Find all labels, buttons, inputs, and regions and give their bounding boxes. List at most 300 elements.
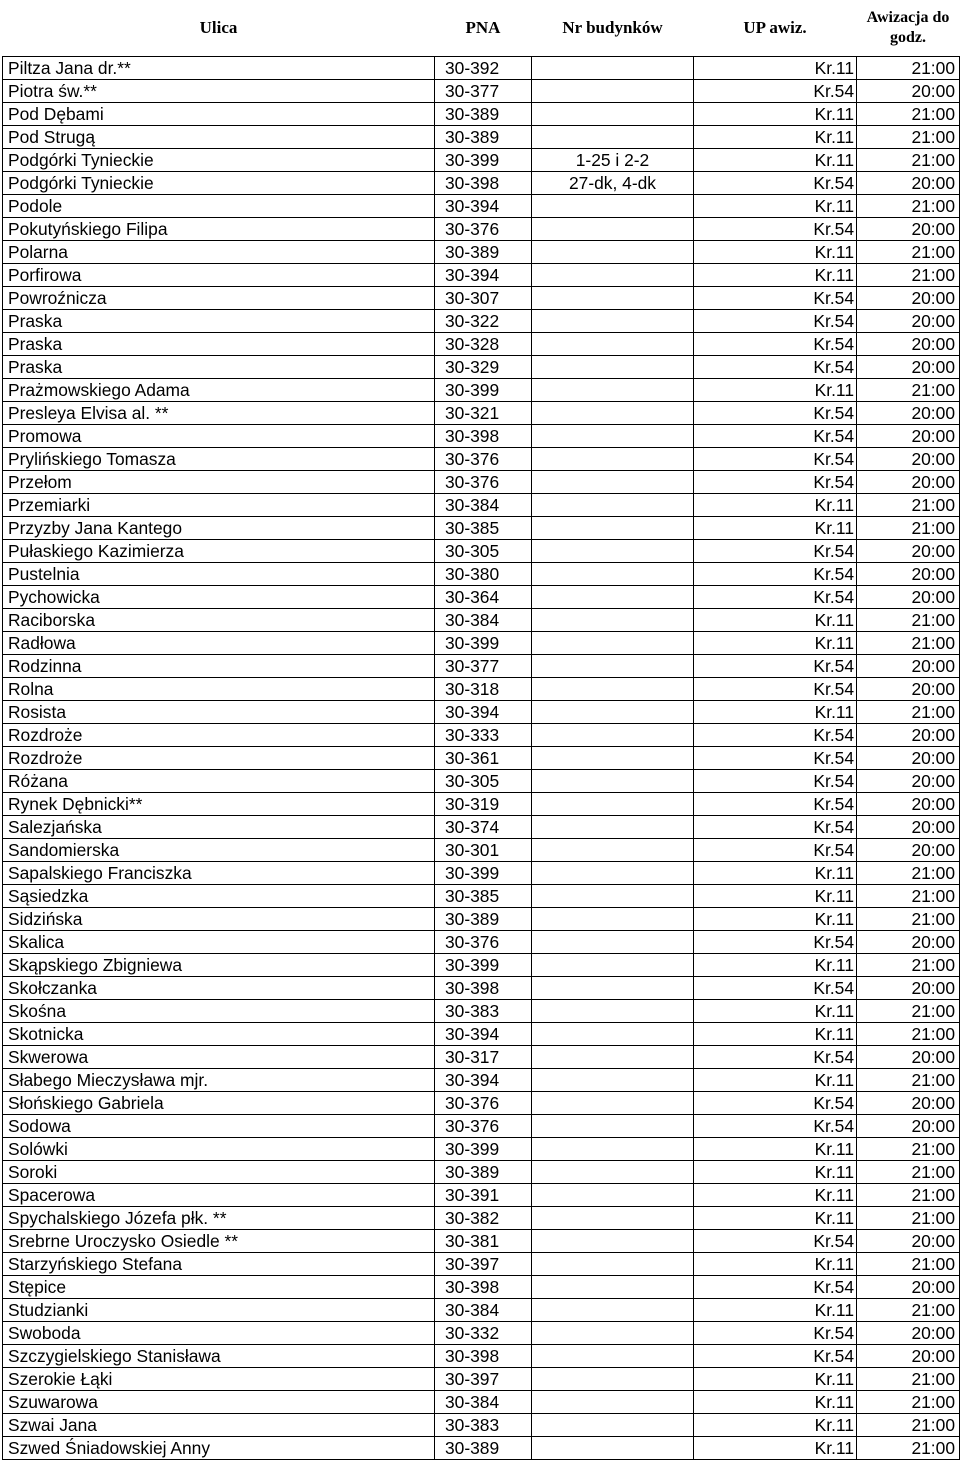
table-row: [3, 126, 960, 149]
cell-street: Pułaskiego Kazimierza: [3, 540, 435, 563]
cell-building-numbers: [532, 1368, 694, 1391]
cell-street: Porfirowa: [3, 264, 435, 287]
cell-building-numbers: [532, 264, 694, 287]
cell-notice-time: 21:00: [857, 195, 960, 218]
cell-pna: 30-381: [435, 1230, 532, 1253]
cell-notice-time: 21:00: [857, 494, 960, 517]
table-row: [3, 839, 960, 862]
table-row: [3, 885, 960, 908]
cell-post-office: Kr.54: [694, 425, 857, 448]
cell-post-office: Kr.11: [694, 517, 857, 540]
table-row: [3, 494, 960, 517]
cell-post-office: Kr.11: [694, 195, 857, 218]
cell-post-office: Kr.11: [694, 1161, 857, 1184]
cell-notice-time: 20:00: [857, 356, 960, 379]
cell-pna: 30-398: [435, 172, 532, 195]
cell-post-office: Kr.11: [694, 1391, 857, 1414]
cell-post-office: Kr.54: [694, 1345, 857, 1368]
table-row: [3, 1069, 960, 1092]
cell-notice-time: 20:00: [857, 1046, 960, 1069]
cell-building-numbers: [532, 678, 694, 701]
cell-notice-time: 20:00: [857, 655, 960, 678]
cell-pna: 30-394: [435, 195, 532, 218]
cell-post-office: Kr.54: [694, 747, 857, 770]
cell-building-numbers: [532, 793, 694, 816]
table-row: [3, 149, 960, 172]
cell-building-numbers: [532, 609, 694, 632]
cell-post-office: Kr.11: [694, 1000, 857, 1023]
cell-street: Pod Strugą: [3, 126, 435, 149]
cell-building-numbers: [532, 586, 694, 609]
cell-street: Soroki: [3, 1161, 435, 1184]
cell-notice-time: 20:00: [857, 448, 960, 471]
cell-building-numbers: [532, 931, 694, 954]
cell-street: Szwai Jana: [3, 1414, 435, 1437]
cell-street: Powroźnicza: [3, 287, 435, 310]
cell-post-office: Kr.54: [694, 816, 857, 839]
cell-post-office: Kr.54: [694, 1046, 857, 1069]
cell-notice-time: 20:00: [857, 172, 960, 195]
cell-building-numbers: [532, 770, 694, 793]
cell-pna: 30-305: [435, 540, 532, 563]
cell-notice-time: 20:00: [857, 287, 960, 310]
cell-notice-time: 21:00: [857, 862, 960, 885]
table-row: [3, 678, 960, 701]
cell-pna: 30-398: [435, 1345, 532, 1368]
cell-street: Starzyńskiego Stefana: [3, 1253, 435, 1276]
cell-notice-time: 20:00: [857, 793, 960, 816]
table-row: [3, 471, 960, 494]
cell-post-office: Kr.11: [694, 264, 857, 287]
cell-building-numbers: [532, 632, 694, 655]
cell-street: Podgórki Tynieckie: [3, 172, 435, 195]
cell-post-office: Kr.11: [694, 632, 857, 655]
cell-pna: 30-389: [435, 241, 532, 264]
cell-pna: 30-380: [435, 563, 532, 586]
cell-notice-time: 20:00: [857, 333, 960, 356]
cell-street: Praska: [3, 356, 435, 379]
cell-post-office: Kr.11: [694, 1069, 857, 1092]
cell-building-numbers: 27-dk, 4-dk: [532, 172, 694, 195]
cell-post-office: Kr.11: [694, 494, 857, 517]
cell-post-office: Kr.11: [694, 379, 857, 402]
cell-street: Słońskiego Gabriela: [3, 1092, 435, 1115]
table-row: [3, 1299, 960, 1322]
table-row: [3, 1391, 960, 1414]
cell-building-numbers: [532, 655, 694, 678]
cell-building-numbers: [532, 1138, 694, 1161]
cell-post-office: Kr.11: [694, 149, 857, 172]
cell-post-office: Kr.54: [694, 356, 857, 379]
table-row: [3, 1253, 960, 1276]
cell-building-numbers: [532, 1161, 694, 1184]
cell-pna: 30-394: [435, 1069, 532, 1092]
table-row: [3, 402, 960, 425]
cell-notice-time: 20:00: [857, 563, 960, 586]
cell-notice-time: 21:00: [857, 1253, 960, 1276]
cell-street: Rolna: [3, 678, 435, 701]
cell-pna: 30-392: [435, 57, 532, 80]
cell-building-numbers: [532, 701, 694, 724]
cell-building-numbers: [532, 1299, 694, 1322]
cell-street: Salezjańska: [3, 816, 435, 839]
cell-notice-time: 20:00: [857, 977, 960, 1000]
cell-building-numbers: [532, 126, 694, 149]
cell-pna: 30-399: [435, 149, 532, 172]
cell-post-office: Kr.54: [694, 471, 857, 494]
cell-building-numbers: [532, 563, 694, 586]
cell-street: Przemiarki: [3, 494, 435, 517]
cell-building-numbers: [532, 1207, 694, 1230]
cell-notice-time: 21:00: [857, 1161, 960, 1184]
cell-pna: 30-364: [435, 586, 532, 609]
cell-post-office: Kr.11: [694, 1023, 857, 1046]
cell-post-office: Kr.11: [694, 1368, 857, 1391]
cell-pna: 30-399: [435, 862, 532, 885]
cell-street: Szerokie Łąki: [3, 1368, 435, 1391]
cell-notice-time: 21:00: [857, 126, 960, 149]
cell-pna: 30-397: [435, 1368, 532, 1391]
cell-street: Szczygielskiego Stanisława: [3, 1345, 435, 1368]
cell-notice-time: 20:00: [857, 540, 960, 563]
cell-notice-time: 20:00: [857, 839, 960, 862]
cell-building-numbers: [532, 816, 694, 839]
cell-post-office: Kr.11: [694, 1299, 857, 1322]
cell-building-numbers: [532, 57, 694, 80]
cell-building-numbers: [532, 747, 694, 770]
cell-notice-time: 21:00: [857, 149, 960, 172]
cell-post-office: Kr.11: [694, 1138, 857, 1161]
cell-building-numbers: [532, 310, 694, 333]
cell-building-numbers: [532, 1414, 694, 1437]
cell-building-numbers: [532, 908, 694, 931]
cell-notice-time: 20:00: [857, 80, 960, 103]
cell-building-numbers: [532, 103, 694, 126]
cell-building-numbers: [532, 540, 694, 563]
cell-pna: 30-382: [435, 1207, 532, 1230]
cell-street: Stępice: [3, 1276, 435, 1299]
cell-notice-time: 21:00: [857, 609, 960, 632]
cell-street: Szwed Śniadowskiej Anny: [3, 1437, 435, 1460]
cell-pna: 30-391: [435, 1184, 532, 1207]
cell-building-numbers: [532, 218, 694, 241]
table-row: [3, 379, 960, 402]
cell-building-numbers: [532, 80, 694, 103]
cell-building-numbers: [532, 1046, 694, 1069]
cell-pna: 30-398: [435, 1276, 532, 1299]
cell-notice-time: 20:00: [857, 1276, 960, 1299]
cell-building-numbers: [532, 724, 694, 747]
cell-street: Piotra św.**: [3, 80, 435, 103]
cell-pna: 30-384: [435, 609, 532, 632]
cell-building-numbers: [532, 1092, 694, 1115]
cell-post-office: Kr.11: [694, 241, 857, 264]
table-body: [3, 57, 960, 1460]
table-row: [3, 701, 960, 724]
table-row: [3, 908, 960, 931]
cell-notice-time: 21:00: [857, 1368, 960, 1391]
cell-post-office: Kr.54: [694, 172, 857, 195]
cell-notice-time: 20:00: [857, 425, 960, 448]
cell-notice-time: 21:00: [857, 954, 960, 977]
cell-post-office: Kr.11: [694, 609, 857, 632]
cell-pna: 30-385: [435, 517, 532, 540]
cell-notice-time: 21:00: [857, 264, 960, 287]
cell-street: Praska: [3, 333, 435, 356]
header-building-numbers: Nr budynków: [562, 18, 663, 37]
table-row: [3, 655, 960, 678]
cell-pna: 30-394: [435, 264, 532, 287]
cell-notice-time: 21:00: [857, 701, 960, 724]
cell-building-numbers: [532, 1345, 694, 1368]
cell-pna: 30-307: [435, 287, 532, 310]
cell-building-numbers: [532, 1276, 694, 1299]
cell-pna: 30-322: [435, 310, 532, 333]
cell-street: Rozdroże: [3, 724, 435, 747]
table-row: [3, 1184, 960, 1207]
cell-street: Rodzinna: [3, 655, 435, 678]
cell-post-office: Kr.54: [694, 448, 857, 471]
table-row: [3, 862, 960, 885]
table-row: [3, 425, 960, 448]
cell-notice-time: 20:00: [857, 724, 960, 747]
cell-notice-time: 21:00: [857, 908, 960, 931]
cell-pna: 30-301: [435, 839, 532, 862]
table-row: [3, 287, 960, 310]
table-row: [3, 1230, 960, 1253]
cell-street: Promowa: [3, 425, 435, 448]
cell-post-office: Kr.54: [694, 586, 857, 609]
cell-street: Pychowicka: [3, 586, 435, 609]
cell-street: Rynek Dębnicki**: [3, 793, 435, 816]
table-row: [3, 80, 960, 103]
cell-post-office: Kr.54: [694, 333, 857, 356]
cell-building-numbers: [532, 1184, 694, 1207]
cell-pna: 30-321: [435, 402, 532, 425]
cell-street: Skąpskiego Zbigniewa: [3, 954, 435, 977]
cell-notice-time: 21:00: [857, 1391, 960, 1414]
cell-street: Słabego Mieczysława mjr.: [3, 1069, 435, 1092]
cell-post-office: Kr.54: [694, 770, 857, 793]
cell-notice-time: 20:00: [857, 1230, 960, 1253]
cell-building-numbers: [532, 494, 694, 517]
cell-building-numbers: [532, 885, 694, 908]
cell-post-office: Kr.54: [694, 218, 857, 241]
cell-street: Presleya Elvisa al. **: [3, 402, 435, 425]
table-row: [3, 172, 960, 195]
cell-pna: 30-394: [435, 1023, 532, 1046]
cell-pna: 30-319: [435, 793, 532, 816]
cell-pna: 30-389: [435, 908, 532, 931]
table-row: [3, 1437, 960, 1460]
cell-street: Raciborska: [3, 609, 435, 632]
cell-street: Piltza Jana dr.**: [3, 57, 435, 80]
cell-street: Prylińskiego Tomasza: [3, 448, 435, 471]
table-row: [3, 1000, 960, 1023]
cell-pna: 30-399: [435, 379, 532, 402]
cell-post-office: Kr.54: [694, 1230, 857, 1253]
cell-pna: 30-376: [435, 471, 532, 494]
table-row: [3, 1092, 960, 1115]
cell-pna: 30-399: [435, 1138, 532, 1161]
cell-building-numbers: [532, 333, 694, 356]
cell-post-office: Kr.11: [694, 885, 857, 908]
cell-pna: 30-361: [435, 747, 532, 770]
cell-pna: 30-399: [435, 632, 532, 655]
cell-post-office: Kr.11: [694, 908, 857, 931]
cell-street: Skotnicka: [3, 1023, 435, 1046]
cell-street: Podgórki Tynieckie: [3, 149, 435, 172]
cell-notice-time: 20:00: [857, 678, 960, 701]
cell-post-office: Kr.54: [694, 80, 857, 103]
cell-post-office: Kr.54: [694, 540, 857, 563]
cell-street: Skołczanka: [3, 977, 435, 1000]
cell-notice-time: 21:00: [857, 241, 960, 264]
cell-building-numbers: [532, 1437, 694, 1460]
table-row: [3, 1368, 960, 1391]
table-row: [3, 310, 960, 333]
cell-notice-time: 21:00: [857, 379, 960, 402]
cell-building-numbers: [532, 402, 694, 425]
cell-notice-time: 20:00: [857, 770, 960, 793]
cell-pna: 30-318: [435, 678, 532, 701]
cell-pna: 30-376: [435, 931, 532, 954]
cell-post-office: Kr.11: [694, 1207, 857, 1230]
cell-street: Różana: [3, 770, 435, 793]
table-row: [3, 1138, 960, 1161]
cell-notice-time: 21:00: [857, 1184, 960, 1207]
cell-building-numbers: [532, 195, 694, 218]
cell-post-office: Kr.11: [694, 862, 857, 885]
table-row: [3, 57, 960, 80]
cell-pna: 30-383: [435, 1414, 532, 1437]
cell-pna: 30-383: [435, 1000, 532, 1023]
cell-pna: 30-389: [435, 126, 532, 149]
cell-notice-time: 21:00: [857, 1000, 960, 1023]
cell-notice-time: 20:00: [857, 1322, 960, 1345]
table-row: [3, 517, 960, 540]
table-row: [3, 816, 960, 839]
street-table: [2, 0, 960, 1460]
cell-street: Pod Dębami: [3, 103, 435, 126]
table-row: [3, 747, 960, 770]
cell-street: Sodowa: [3, 1115, 435, 1138]
table-row: [3, 540, 960, 563]
cell-notice-time: 21:00: [857, 57, 960, 80]
table-row: [3, 1414, 960, 1437]
cell-pna: 30-397: [435, 1253, 532, 1276]
cell-building-numbers: [532, 425, 694, 448]
table-row: [3, 1161, 960, 1184]
table-row: [3, 1276, 960, 1299]
cell-pna: 30-389: [435, 103, 532, 126]
cell-street: Radłowa: [3, 632, 435, 655]
cell-post-office: Kr.54: [694, 1115, 857, 1138]
cell-street: Spychalskiego Józefa płk. **: [3, 1207, 435, 1230]
cell-post-office: Kr.54: [694, 1322, 857, 1345]
header-notice-time: Awizacja do godz.: [866, 9, 950, 46]
cell-notice-time: 20:00: [857, 218, 960, 241]
table-row: [3, 103, 960, 126]
table-row: [3, 609, 960, 632]
cell-post-office: Kr.54: [694, 1092, 857, 1115]
table-row: [3, 931, 960, 954]
cell-post-office: Kr.54: [694, 402, 857, 425]
cell-post-office: Kr.11: [694, 57, 857, 80]
cell-post-office: Kr.11: [694, 126, 857, 149]
cell-post-office: Kr.54: [694, 793, 857, 816]
cell-street: Skalica: [3, 931, 435, 954]
cell-notice-time: 20:00: [857, 1115, 960, 1138]
table-row: [3, 770, 960, 793]
cell-street: Solówki: [3, 1138, 435, 1161]
cell-pna: 30-389: [435, 1161, 532, 1184]
cell-pna: 30-317: [435, 1046, 532, 1069]
cell-post-office: Kr.11: [694, 1437, 857, 1460]
table-row: [3, 1345, 960, 1368]
cell-notice-time: 20:00: [857, 402, 960, 425]
cell-notice-time: 21:00: [857, 1437, 960, 1460]
cell-notice-time: 21:00: [857, 1138, 960, 1161]
cell-pna: 30-376: [435, 1115, 532, 1138]
table-row: [3, 586, 960, 609]
cell-building-numbers: [532, 954, 694, 977]
cell-building-numbers: [532, 287, 694, 310]
cell-building-numbers: 1-25 i 2-2: [532, 149, 694, 172]
cell-notice-time: 21:00: [857, 103, 960, 126]
header-post-office: UP awiz.: [743, 18, 807, 37]
cell-post-office: Kr.54: [694, 839, 857, 862]
cell-post-office: Kr.54: [694, 724, 857, 747]
cell-street: Szuwarowa: [3, 1391, 435, 1414]
cell-notice-time: 20:00: [857, 310, 960, 333]
table-row: [3, 448, 960, 471]
cell-street: Rozdroże: [3, 747, 435, 770]
cell-building-numbers: [532, 1253, 694, 1276]
cell-street: Studzianki: [3, 1299, 435, 1322]
cell-pna: 30-374: [435, 816, 532, 839]
table-row: [3, 218, 960, 241]
cell-building-numbers: [532, 1115, 694, 1138]
cell-pna: 30-376: [435, 218, 532, 241]
cell-pna: 30-399: [435, 954, 532, 977]
cell-street: Pokutyńskiego Filipa: [3, 218, 435, 241]
cell-building-numbers: [532, 1322, 694, 1345]
cell-building-numbers: [532, 839, 694, 862]
cell-post-office: Kr.54: [694, 977, 857, 1000]
cell-pna: 30-394: [435, 701, 532, 724]
cell-building-numbers: [532, 379, 694, 402]
cell-street: Podole: [3, 195, 435, 218]
cell-street: Skwerowa: [3, 1046, 435, 1069]
cell-pna: 30-376: [435, 1092, 532, 1115]
cell-notice-time: 20:00: [857, 471, 960, 494]
cell-post-office: Kr.11: [694, 954, 857, 977]
cell-building-numbers: [532, 1391, 694, 1414]
cell-notice-time: 20:00: [857, 1345, 960, 1368]
cell-post-office: Kr.11: [694, 1253, 857, 1276]
table-row: [3, 793, 960, 816]
cell-post-office: Kr.54: [694, 655, 857, 678]
cell-street: Pustelnia: [3, 563, 435, 586]
cell-building-numbers: [532, 1230, 694, 1253]
cell-street: Polarna: [3, 241, 435, 264]
cell-street: Przełom: [3, 471, 435, 494]
cell-pna: 30-384: [435, 494, 532, 517]
cell-building-numbers: [532, 977, 694, 1000]
cell-notice-time: 21:00: [857, 885, 960, 908]
cell-street: Sapalskiego Franciszka: [3, 862, 435, 885]
